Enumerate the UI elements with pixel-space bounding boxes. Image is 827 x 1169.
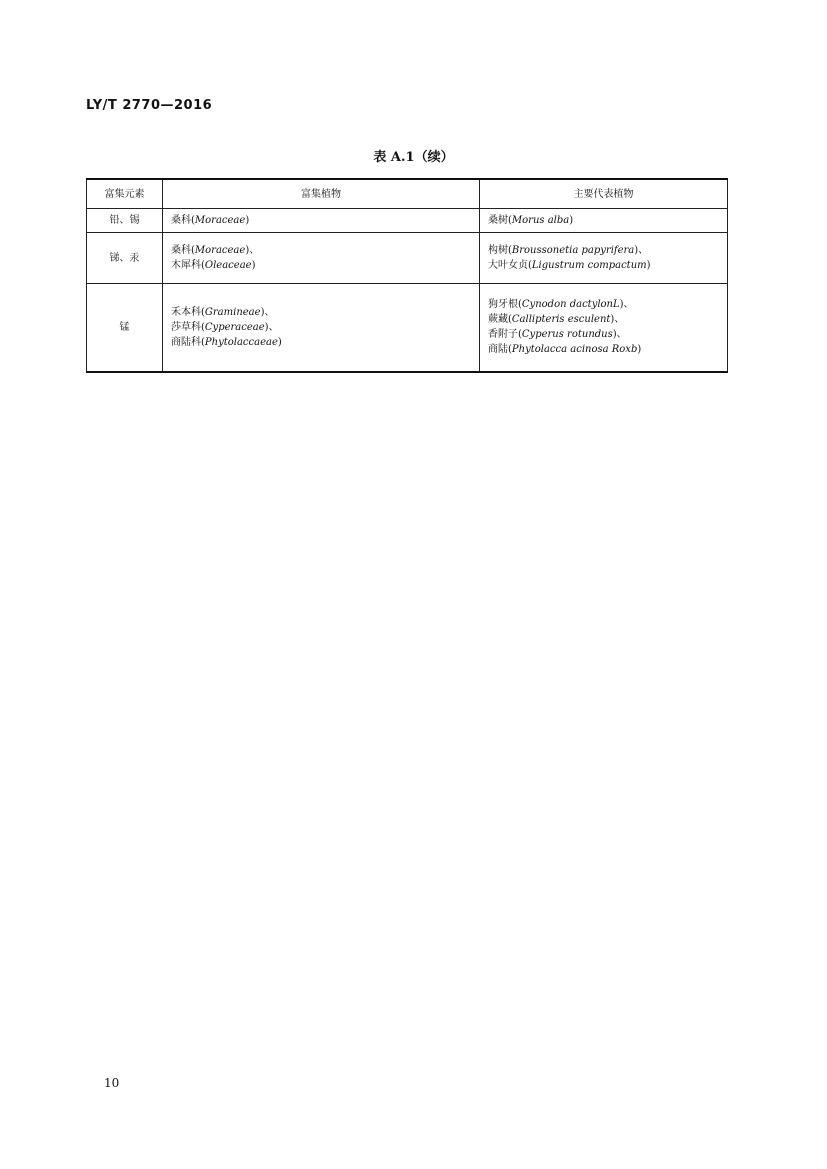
family-cell <box>163 209 480 233</box>
page-number: 10 <box>104 1076 120 1090</box>
family-entry: 莎草科(Cyperaceae)、 <box>171 321 279 333</box>
plant-entry: 桑树(Morus alba) <box>488 215 574 226</box>
table-row <box>87 284 728 372</box>
table-header-row <box>87 179 728 209</box>
family-entry: 禾本科(Gramineae)、 <box>171 306 275 318</box>
plant-entry: 商陆(Phytolacca acinosa Roxb) <box>488 344 642 356</box>
family-entry: 桑科(Moraceae) <box>171 215 250 226</box>
table-row <box>87 209 728 233</box>
family-cell <box>163 233 480 284</box>
element-cell: 铅、锡 <box>87 209 163 233</box>
plant-entry: 蕨藏(Callipteris esculent)、 <box>488 314 625 326</box>
column-header-element: 富集元素 <box>87 179 163 209</box>
family-cell <box>163 284 480 372</box>
table-caption: 表 A.1（续） <box>373 150 454 165</box>
family-entry: 商陆科(Phytolaccaeae) <box>171 336 282 348</box>
plant-cell <box>480 209 728 233</box>
plant-entry: 大叶女贞(Ligustrum compactum) <box>488 260 651 271</box>
family-entry: 木犀科(Oleaceae) <box>171 260 256 271</box>
plant-entry: 狗牙根(Cynodon dactylonL)、 <box>488 299 634 311</box>
column-header-representative: 主要代表植物 <box>480 179 728 209</box>
plant-entry: 构树(Broussonetia papyrifera)、 <box>488 245 649 256</box>
element-cell: 锑、汞 <box>87 233 163 284</box>
element-cell: 锰 <box>87 284 163 372</box>
plant-cell <box>480 284 728 372</box>
enrichment-table <box>86 178 728 373</box>
plant-entry: 香附子(Cyperus rotundus)、 <box>488 329 627 341</box>
column-header-family: 富集植物 <box>163 179 480 209</box>
plant-cell <box>480 233 728 284</box>
standard-code: LY/T 2770—2016 <box>86 98 213 113</box>
family-entry: 桑科(Moraceae)、 <box>171 245 260 256</box>
table-row <box>87 233 728 284</box>
